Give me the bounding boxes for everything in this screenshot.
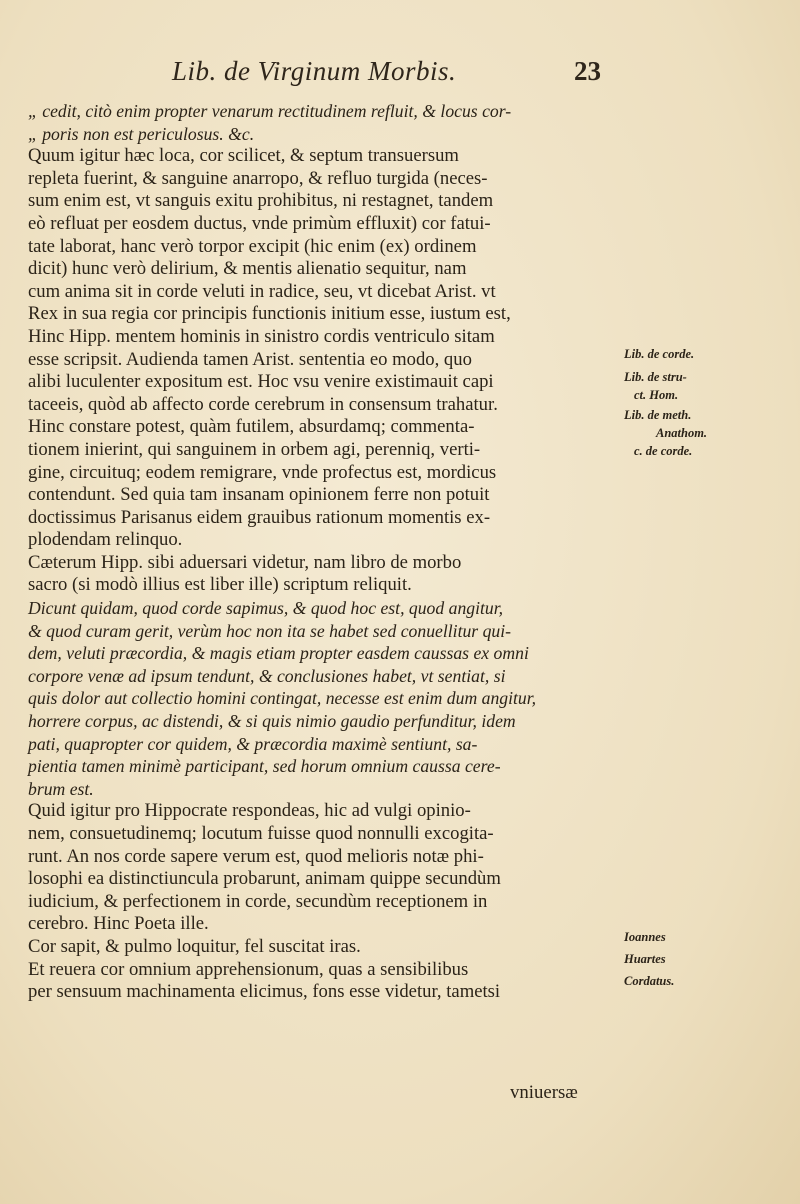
text-line: pientia tamen minimè participant, sed horum omnium caussa cere- xyxy=(28,756,501,777)
body-text xyxy=(28,100,624,1004)
marginal-note: Lib. de corde. xyxy=(624,347,695,361)
text-line: runt. An nos corde sapere verum est, quod melioris notæ phi- xyxy=(28,845,484,867)
text-line: plodendam relinquo. xyxy=(28,529,183,551)
text-line: contendunt. Sed quia tam insanam opinionem ferre non potuit xyxy=(28,484,490,506)
text-line: pati, quapropter cor quidem, & præcordia maximè sentiunt, sa- xyxy=(28,733,478,754)
text-line: repleta fuerint, & sanguine anarropo, & refluo turgida (neces- xyxy=(28,167,488,189)
text-line: & quod curam gerit, verùm hoc non ita se habet sed conuellitur qui- xyxy=(28,620,512,641)
text-line: corpore venæ ad ipsum tendunt, & conclusiones habet, vt sentiat, si xyxy=(28,665,506,686)
marginal-note: Ioannes xyxy=(624,930,666,944)
marginal-note: Cordatus. xyxy=(624,974,675,988)
marginal-note: Huartes xyxy=(624,952,666,966)
text-line: Cæterum Hipp. sibi aduersari videtur, nam libro de morbo xyxy=(28,551,462,573)
marginal-note: Anathom. xyxy=(656,426,708,440)
text-line: cum anima sit in corde veluti in radice, seu, vt dicebat Arist. vt xyxy=(28,280,496,302)
text-line: taceeis, quòd ab affecto corde cerebrum in consensum trahatur. xyxy=(28,393,498,415)
page-number: 23 xyxy=(574,56,601,86)
text-line: doctissimus Parisanus eidem grauibus rationum momentis ex- xyxy=(28,506,491,528)
text-line: quis dolor aut collectio homini contingat, necesse est enim dum angitur, xyxy=(28,688,537,709)
text-line: Cor sapit, & pulmo loquitur, fel suscitat iras. xyxy=(28,935,361,957)
text-line: „ poris non est periculosus. &c. xyxy=(28,123,255,144)
text-line: Hinc constare potest, quàm futilem, absurdamq; commenta- xyxy=(28,416,475,438)
text-line: gine, circuituq; eodem remigrare, vnde profectus est, mordicus xyxy=(28,461,497,483)
text-line: brum est. xyxy=(28,778,94,799)
text-line: tate laborat, hanc verò torpor excipit (hic enim (ex) ordinem xyxy=(28,235,477,257)
marginal-note: c. de corde. xyxy=(634,444,693,458)
text-line: Et reuera cor omnium apprehensionum, quas a sensibilibus xyxy=(28,958,469,980)
text-line: Quum igitur hæc loca, cor scilicet, & septum transuersum xyxy=(28,145,459,167)
text-line: iudicium, & perfectionem in corde, secundùm receptionem in xyxy=(28,890,488,912)
text-line: „ cedit, citò enim propter venarum rectitudinem refluit, & locus cor- xyxy=(28,101,512,121)
catchword: vniuersæ xyxy=(510,1082,578,1103)
marginalia xyxy=(620,0,800,1204)
text-line: Dicunt quidam, quod corde sapimus, & quod hoc est, quod angitur, xyxy=(28,598,504,619)
text-line: alibi luculenter expositum est. Hoc vsu venire existimauit capi xyxy=(28,371,494,393)
text-line: eò refluat per eosdem ductus, vnde primùm effluxit) cor fatui- xyxy=(28,212,491,234)
text-line: esse scripsit. Audienda tamen Arist. sententia eo modo, quo xyxy=(28,348,472,370)
text-line: nem, consuetudinemq; locutum fuisse quod nonnulli excogita- xyxy=(28,823,494,844)
text-line: dem, veluti præcordia, & magis etiam propter easdem caussas ex omni xyxy=(28,643,529,664)
running-title: Lib. de Virginum Morbis. xyxy=(172,56,457,86)
text-line: Quid igitur pro Hippocrate respondeas, hic ad vulgi opinio- xyxy=(28,800,471,822)
text-line: horrere corpus, ac distendi, & si quis nimio gaudio perfunditur, idem xyxy=(28,711,516,732)
text-line: tionem inierint, qui sanguinem in orbem agi, perenniq, verti- xyxy=(28,438,481,460)
text-line: losophi ea distinctiuncula probarunt, animam quippe secundùm xyxy=(28,868,501,890)
text-line: sum enim est, vt sanguis exitu prohibitus, ni restagnet, tandem xyxy=(28,190,494,212)
marginal-note: Lib. de stru- xyxy=(624,370,687,384)
text-line: cerebro. Hinc Poeta ille. xyxy=(28,913,209,935)
text-line: Rex in sua regia cor principis functionis initium esse, iustum est, xyxy=(28,303,511,325)
text-line: sacro (si modò illius est liber ille) scriptum reliquit. xyxy=(28,574,412,596)
marginal-note: ct. Hom. xyxy=(634,388,679,402)
text-line: Hinc Hipp. mentem hominis in sinistro cordis ventriculo sitam xyxy=(28,325,495,347)
text-line: dicit) hunc verò delirium, & mentis alienatio sequitur, nam xyxy=(28,258,467,280)
marginal-note: Lib. de meth. xyxy=(624,408,692,422)
text-line: per sensuum machinamenta elicimus, fons esse videtur, tametsi xyxy=(28,981,501,1003)
